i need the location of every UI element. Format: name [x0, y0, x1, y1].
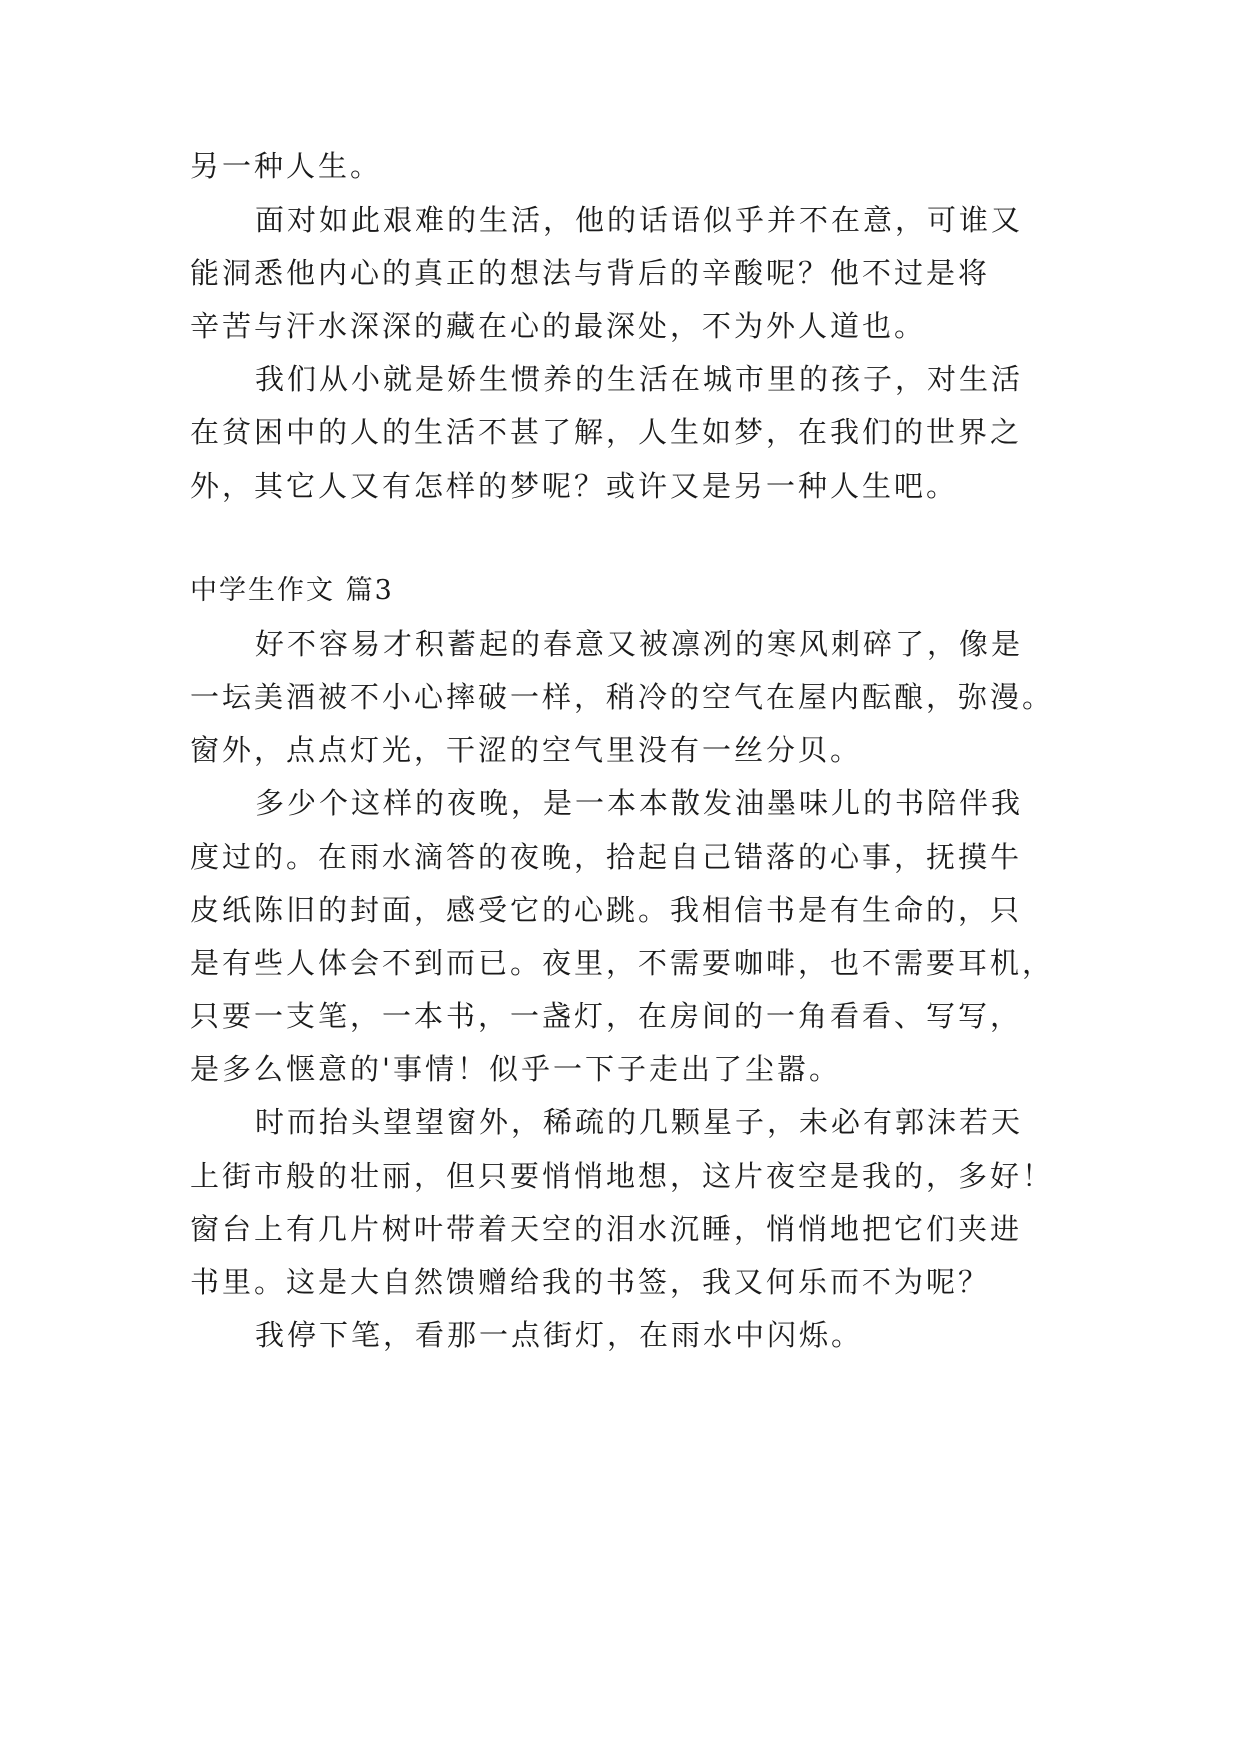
paragraph-line: 上街市般的壮丽，但只要悄悄地想，这片夜空是我的，多好！ [190, 1159, 1055, 1193]
paragraph-line: 书里。这是大自然馈赠给我的书签，我又何乐而不为呢？ [190, 1265, 991, 1299]
paragraph-line: 只要一支笔，一本书，一盏灯，在房间的一角看看、写写， [190, 999, 1023, 1033]
paragraph-line: 能洞悉他内心的真正的想法与背后的辛酸呢？他不过是将 [190, 256, 991, 290]
paragraph-line: 面对如此艰难的生活，他的话语似乎并不在意，可谁又 [255, 203, 1024, 237]
paragraph-line: 一坛美酒被不小心摔破一样，稍冷的空气在屋内酝酿，弥漫。 [190, 680, 1055, 714]
section-heading: 中学生作文 篇3 [190, 575, 394, 606]
paragraph-line: 皮纸陈旧的封面，感受它的心跳。我相信书是有生命的，只 [190, 893, 1023, 927]
paragraph-line: 窗台上有几片树叶带着天空的泪水沉睡，悄悄地把它们夹进 [190, 1212, 1023, 1246]
paragraph-line: 外，其它人又有怎样的梦呢？或许又是另一种人生吧。 [190, 469, 959, 503]
paragraph-line: 窗外，点点灯光，干涩的空气里没有一丝分贝。 [190, 733, 863, 767]
paragraph-line: 是有些人体会不到而已。夜里，不需要咖啡，也不需要耳机， [190, 946, 1055, 980]
paragraph-line: 我停下笔，看那一点街灯，在雨水中闪烁。 [255, 1318, 864, 1352]
paragraph-line: 在贫困中的人的生活不甚了解，人生如梦，在我们的世界之 [190, 415, 1023, 449]
paragraph-line: 时而抬头望望窗外，稀疏的几颗星子，未必有郭沫若天 [255, 1105, 1024, 1139]
paragraph-line: 好不容易才积蓄起的春意又被凛冽的寒风刺碎了，像是 [255, 627, 1024, 661]
paragraph-line: 度过的。在雨水滴答的夜晚，拾起自己错落的心事，抚摸牛 [190, 840, 1023, 874]
paragraph-line: 多少个这样的夜晚，是一本本散发油墨味儿的书陪伴我 [255, 786, 1024, 820]
paragraph-line: 我们从小就是娇生惯养的生活在城市里的孩子，对生活 [255, 362, 1024, 396]
paragraph-line: 另一种人生。 [190, 149, 383, 183]
paragraph-line: 辛苦与汗水深深的藏在心的最深处，不为外人道也。 [190, 309, 927, 343]
paragraph-line: 是多么惬意的'事情！似乎一下子走出了尘嚣。 [190, 1052, 841, 1086]
